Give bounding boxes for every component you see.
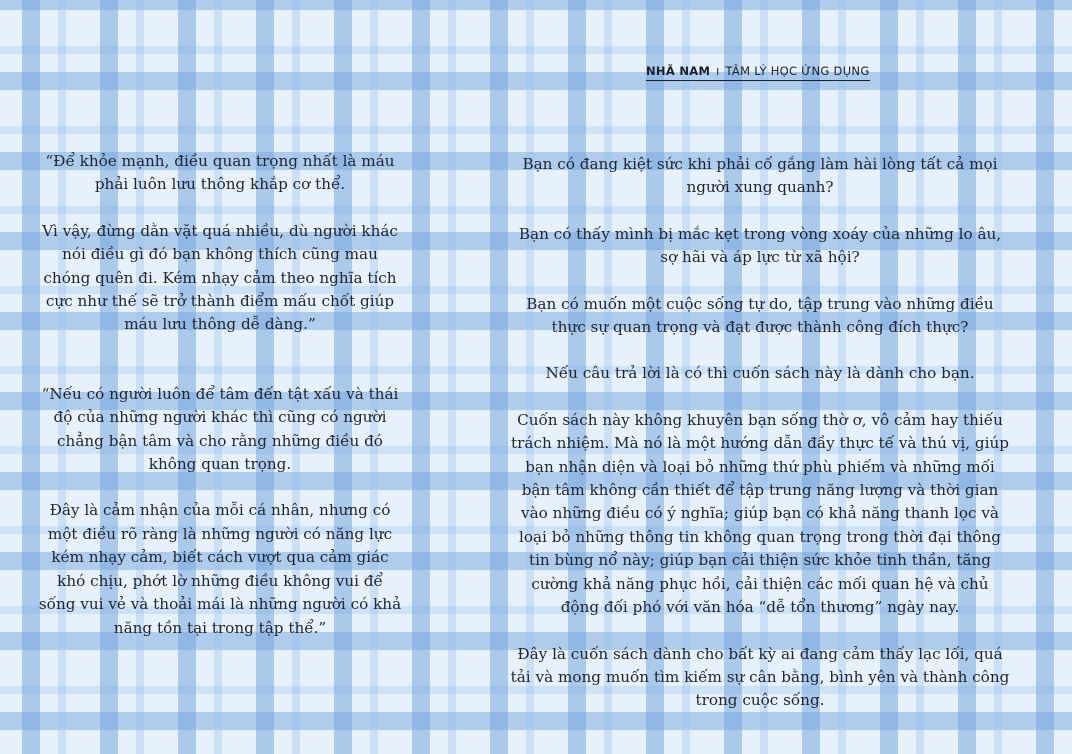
blurb-paragraph: Bạn có thấy mình bị mắc kẹt trong vòng xoáy của những lo âu, sợ hãi và áp lực từ xã hội? [518, 224, 1002, 267]
publisher-brand: NHÃ NAM [646, 64, 711, 78]
publisher-header [646, 64, 870, 81]
quote-paragraph: Đây là cảm nhận của mỗi cá nhân, nhưng có một điều rõ ràng là những người có năng lực kém nhạy cảm, biết cách vượt qua cảm giác khó chịu, phớt lờ những điều không vui để sống vui vẻ và thoải mái là những người có khả năng tồn tại trong tập thể.” [38, 501, 402, 637]
blurb-paragraph: Cuốn sách này không khuyên bạn sống thờ ơ, vô cảm hay thiếu trách nhiệm. Mà nó là một hướng dẫn đầy thực tế và thú vị, giúp bạn nhận diện và loại bỏ những thứ phù phiếm và những mối bận tâm không cần thiết để tập trung năng lượng và thời gian vào những điều có ý nghĩa; giúp bạn có khả năng thanh lọc và loại bỏ những thông tin không quan trọng trong thời đại thông tin bùng nổ này; giúp bạn cải thiện sức khỏe tinh thần, tăng cường khả năng phục hồi, cải thiện các mối quan hệ và chủ động đối phó với văn hóa “dễ tổn thương” ngày nay. [511, 410, 1009, 617]
left-quotes [38, 150, 402, 663]
blurb-paragraph: Bạn có đang kiệt sức khi phải cố gắng làm hài lòng tất cả mọi người xung quanh? [522, 155, 998, 197]
quote-paragraph: Vì vậy, đừng dằn vặt quá nhiều, dù người khác nói điều gì đó bạn không thích cũng mau chóng quên đi. Kém nhạy cảm theo nghĩa tích cực như thế sẽ trở thành điểm mấu chốt giúp máu lưu thông dễ dàng.” [42, 221, 398, 334]
blurb-paragraph: Nếu câu trả lời là có thì cuốn sách này là dành cho bạn. [545, 364, 975, 383]
right-page [510, 0, 1072, 754]
header-separator: I [716, 67, 720, 78]
blurb-paragraph: Bạn có muốn một cuộc sống tự do, tập trung vào những điều thực sự quan trọng và đạt được thành công đích thực? [526, 294, 994, 337]
quote-paragraph: “Nếu có người luôn để tâm đến tật xấu và thái độ của những người khác thì cũng có người chẳng bận tâm và cho rằng những điều đó không quan trọng. [41, 384, 399, 474]
quote-paragraph: “Để khỏe mạnh, điều quan trọng nhất là máu phải luôn lưu thông khắp cơ thể. [45, 152, 395, 194]
series-name: TÂM LÝ HỌC ỨNG DỤNG [725, 64, 870, 78]
blurb-text [510, 153, 1010, 736]
blurb-paragraph: Đây là cuốn sách dành cho bất kỳ ai đang cảm thấy lạc lối, quá tải và mong muốn tìm kiếm sự cân bằng, bình yên và thành công trong cuộc sống. [510, 644, 1010, 710]
